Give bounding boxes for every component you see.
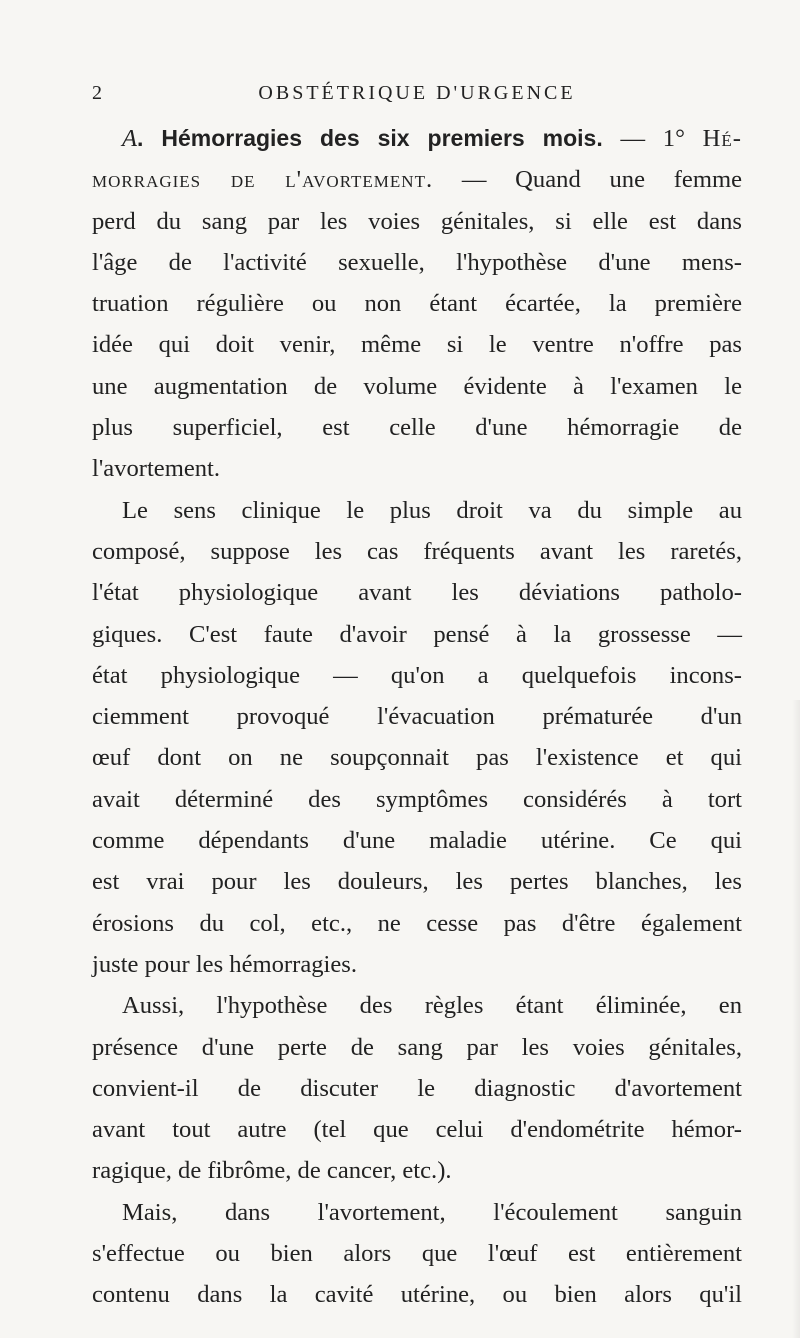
text-line: composé, suppose les cas fréquents avant les raretés, <box>92 537 742 565</box>
text-line: contenu dans la cavité utérine, ou bien alors qu'il <box>92 1281 742 1309</box>
text-line: est vrai pour les douleurs, les pertes blanches, les <box>92 868 742 896</box>
text-line: juste pour les hémorragies. <box>92 950 357 978</box>
text-line: avant tout autre (tel que celui d'endométrite hémor- <box>92 1116 742 1144</box>
text-line: l'âge de l'activité sexuelle, l'hypothèse d'une mens- <box>92 248 742 276</box>
subsection-title-part2: morragies de l'avortement. <box>92 166 434 194</box>
page-number: 2 <box>92 82 104 104</box>
text-line: plus superficiel, est celle d'une hémorragie de <box>92 414 742 442</box>
text-line: ciemment provoqué l'évacuation prématurée d'un <box>92 703 742 731</box>
text-line: présence d'une perte de sang par les voies génitales, <box>92 1033 742 1061</box>
text-line <box>92 159 742 200</box>
text-line: l'avortement. <box>92 455 221 483</box>
text-line: une augmentation de volume évidente à l'examen le <box>92 372 742 400</box>
section-heading-line <box>92 118 742 159</box>
text-line: convient-il de discuter le diagnostic d'avortement <box>92 1074 742 1102</box>
body-text <box>92 118 742 1316</box>
section-title: . Hémorragies des six premiers mois. <box>137 125 603 151</box>
subsection-title-part1: Hé- <box>702 125 742 152</box>
paragraph-start-line: Mais, dans l'avortement, l'écoulement sanguin <box>122 1198 742 1226</box>
text-line: l'état physiologique avant les déviations patholo- <box>92 579 742 607</box>
text-line: giques. C'est faute d'avoir pensé à la grossesse — <box>92 620 742 648</box>
text-line: truation régulière ou non étant écartée, la première <box>92 290 742 318</box>
text-fragment: — Quand une femme <box>433 166 742 194</box>
running-title: OBSTÉTRIQUE D'URGENCE <box>258 82 576 104</box>
subsection-number: — 1° <box>602 125 703 152</box>
page-edge-shadow <box>792 700 800 1338</box>
text-line: œuf dont on ne soupçonnait pas l'existence et qui <box>92 744 742 772</box>
text-line: perd du sang par les voies génitales, si elle est dans <box>92 207 742 235</box>
paragraph-start-line: Aussi, l'hypothèse des règles étant éliminée, en <box>122 992 742 1020</box>
text-line: avait déterminé des symptômes considérés à tort <box>92 785 742 813</box>
text-line: érosions du col, etc., ne cesse pas d'être également <box>92 909 742 937</box>
text-line: comme dépendants d'une maladie utérine. Ce qui <box>92 827 742 855</box>
text-line: état physiologique — qu'on a quelquefois incons- <box>92 661 742 689</box>
text-line: idée qui doit venir, même si le ventre n'offre pas <box>92 331 742 359</box>
text-line: s'effectue ou bien alors que l'œuf est entièrement <box>92 1240 742 1268</box>
page-header <box>92 82 742 112</box>
section-letter: A <box>122 125 138 152</box>
text-line: ragique, de fibrôme, de cancer, etc.). <box>92 1157 452 1185</box>
paragraph-start-line: Le sens clinique le plus droit va du simple au <box>122 496 742 524</box>
